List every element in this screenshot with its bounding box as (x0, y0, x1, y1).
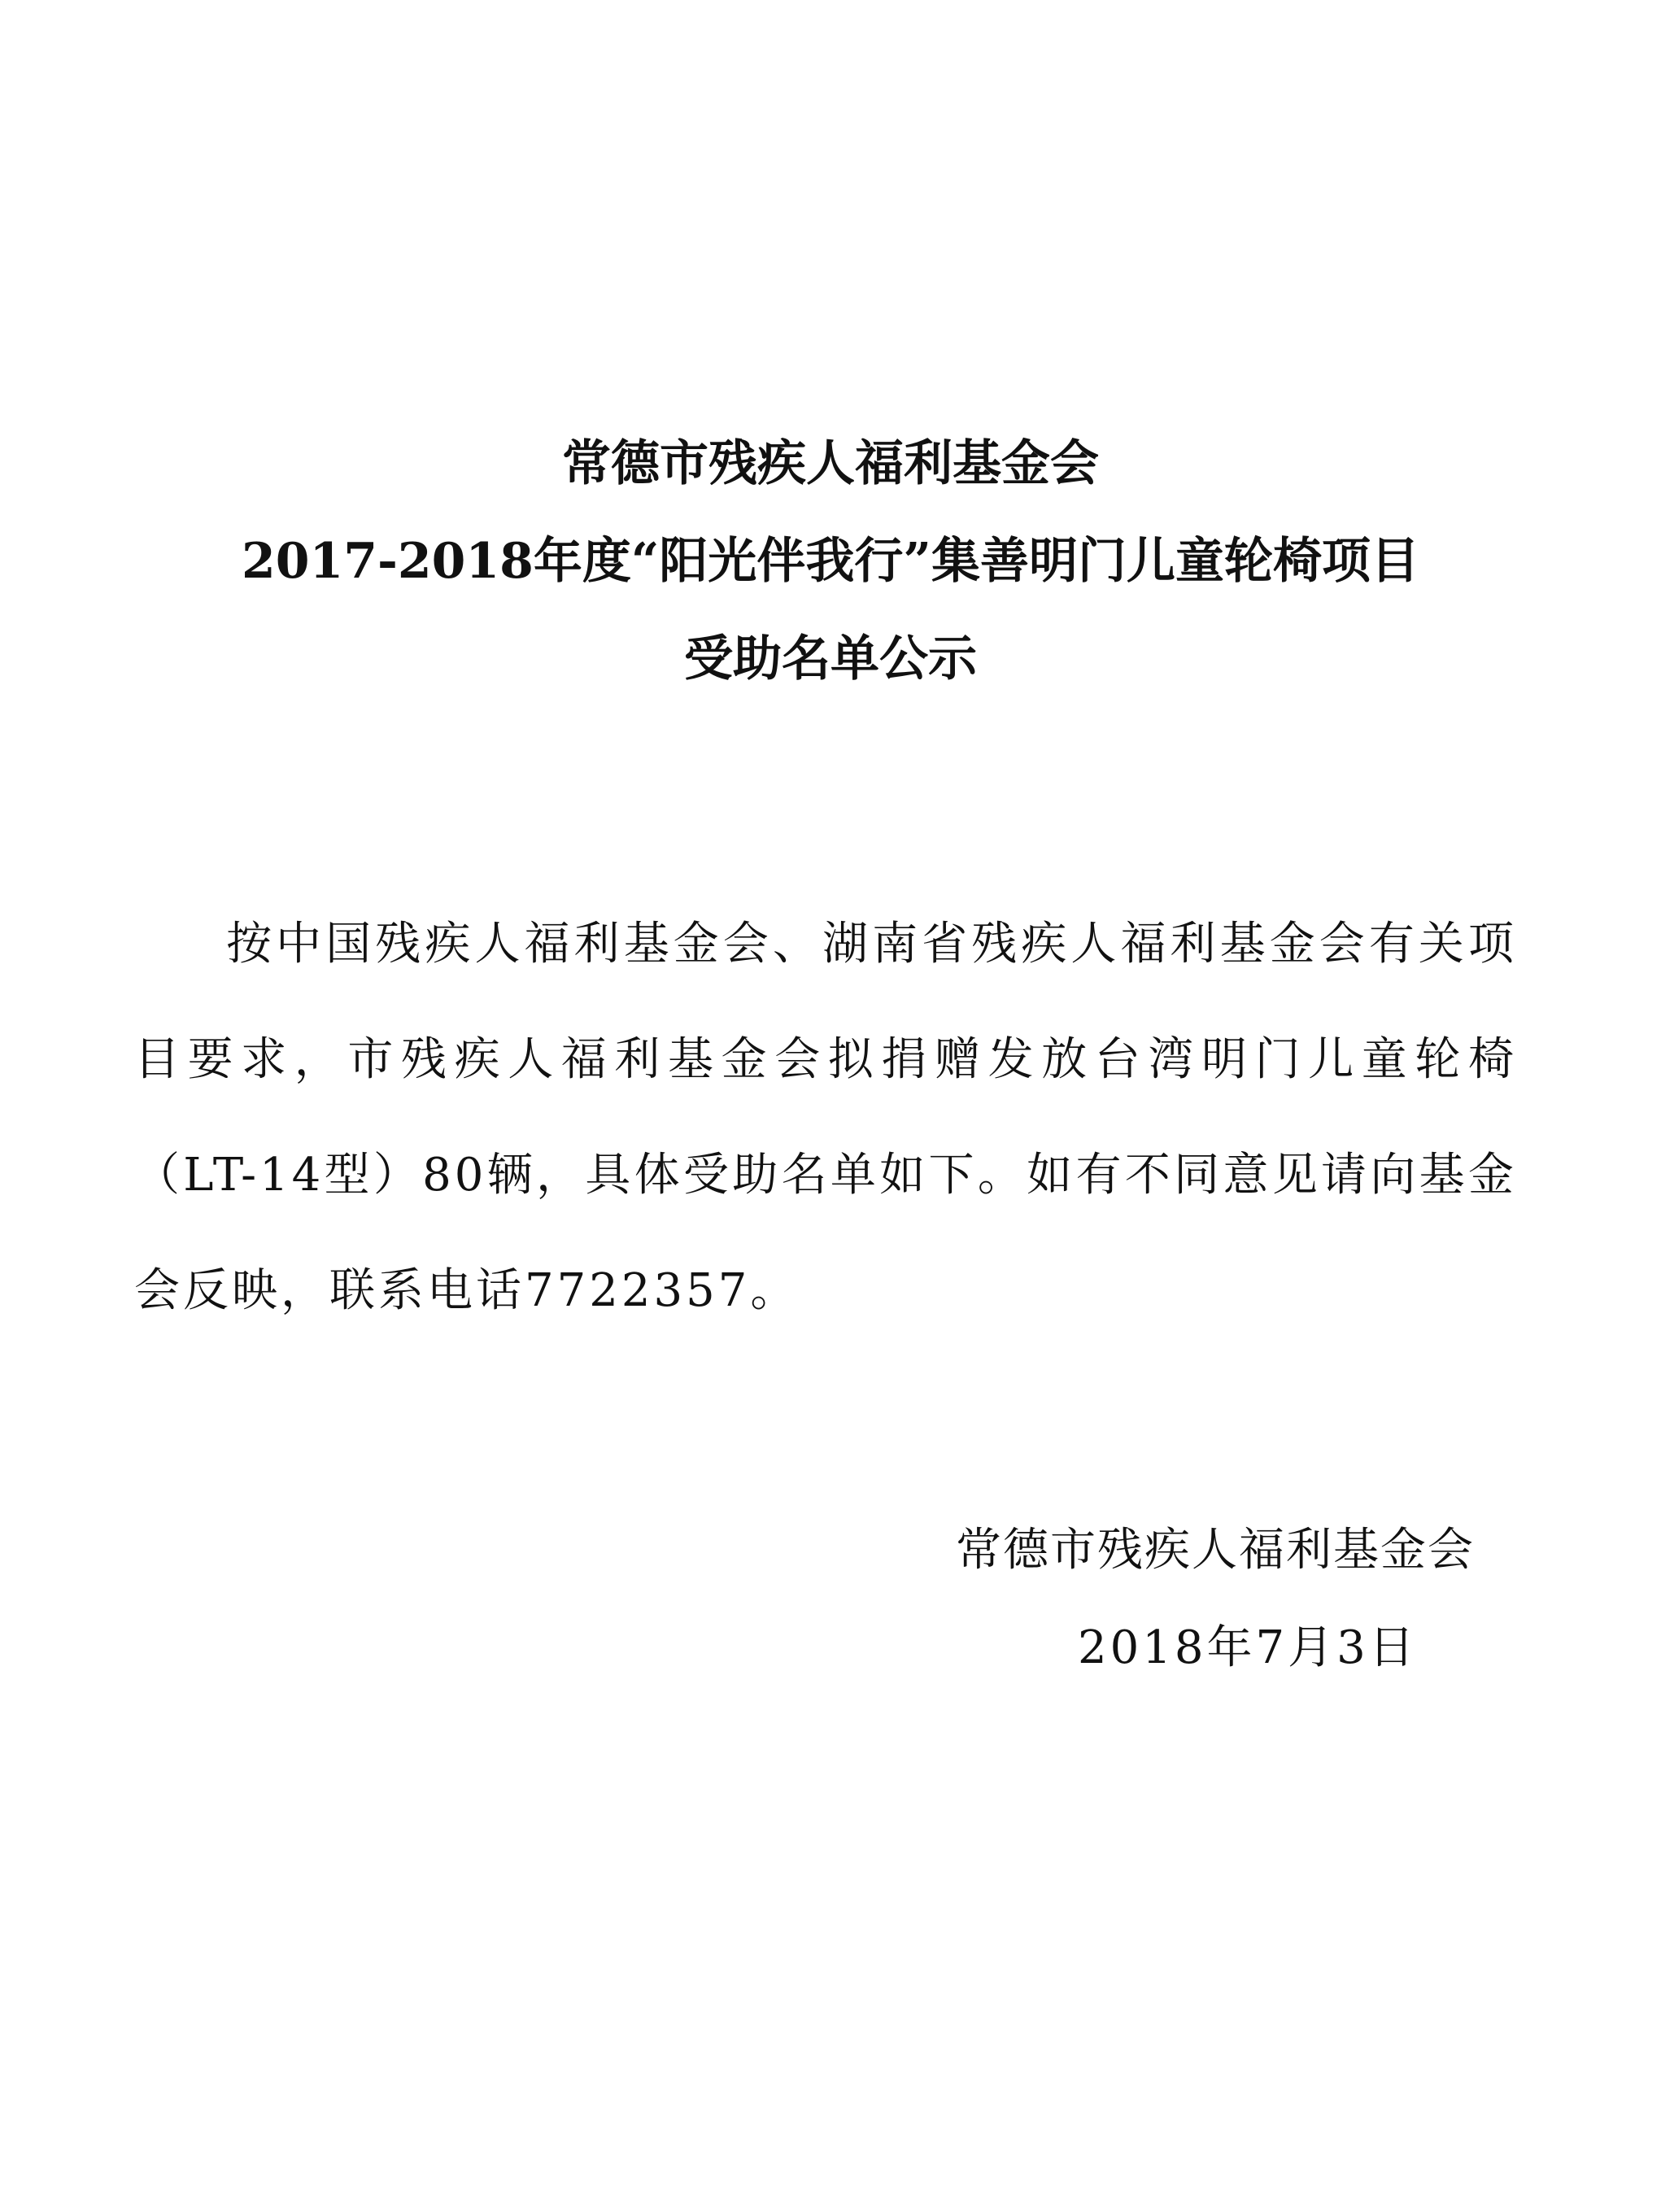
signature-organization: 常德市残疾人福利基金会 (956, 1524, 1475, 1577)
title-line-organization: 常德市残疾人福利基金会 (562, 435, 1099, 492)
title-line-project: 2017-2018年度“阳光伴我行”集善明门儿童轮椅项目 (242, 533, 1419, 590)
announcement-body (134, 887, 1517, 1349)
document-title (0, 415, 1661, 708)
announcement-paragraph: 按中国残疾人福利基金会、湖南省残疾人福利基金会有关项目要求，市残疾人福利基金会拟捐赠发放台湾明门儿童轮椅（LT-14型）80辆，具体受助名单如下。如有不同意见请向基金会反映，联系电话7722357。 (134, 918, 1517, 1317)
signature-date: 2018年7月3日 (1078, 1621, 1418, 1674)
title-line-subject: 受助名单公示 (684, 630, 977, 687)
